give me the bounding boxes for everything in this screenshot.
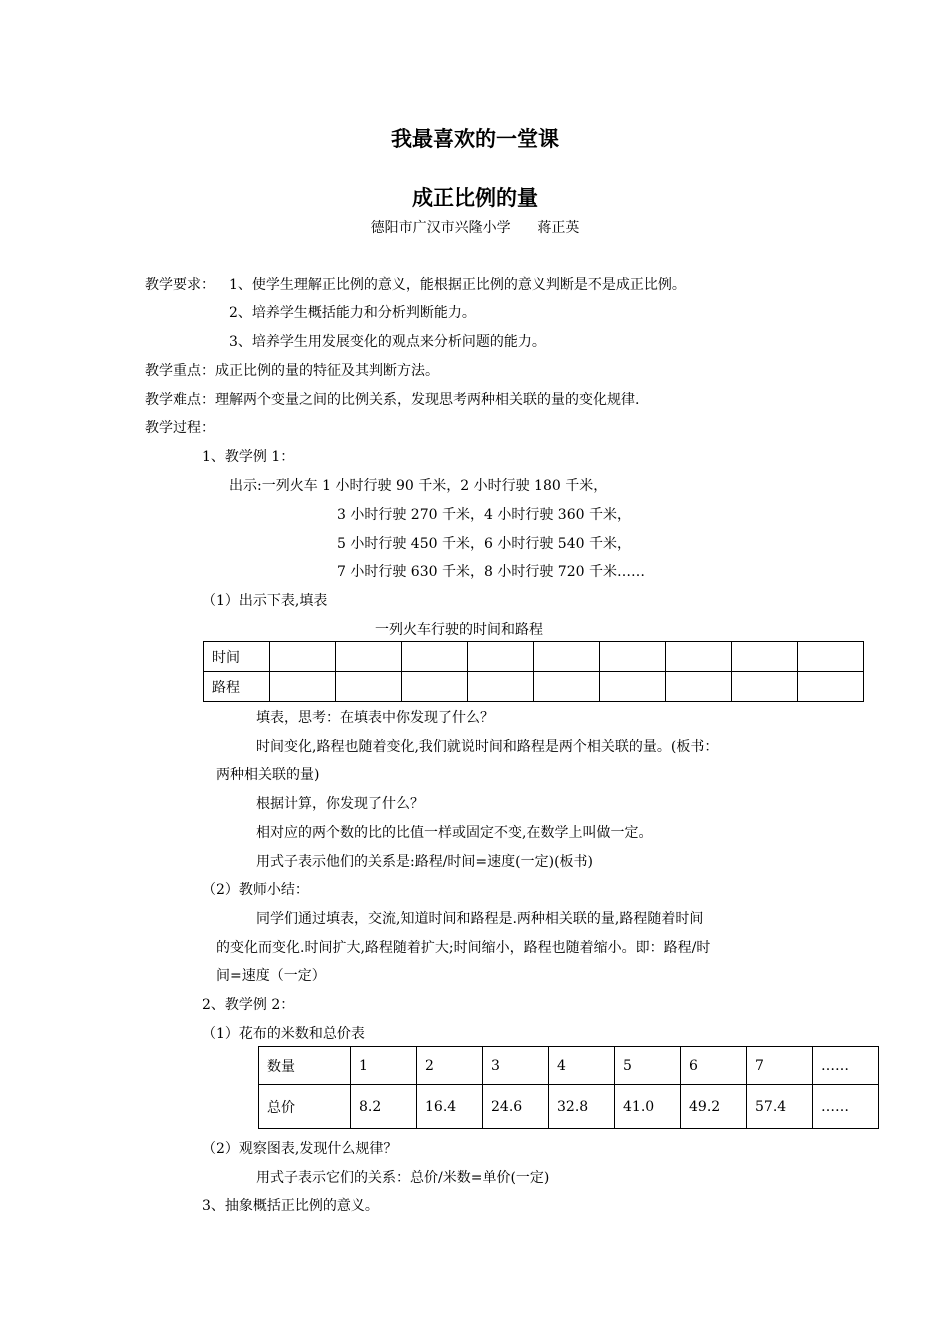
table-row	[204, 672, 864, 702]
requirement-item-2: 2、培养学生概括能力和分析判断能力。	[229, 305, 476, 321]
cloth-price-table	[258, 1046, 879, 1129]
table-cell	[732, 672, 798, 702]
requirements-label: 教学要求：	[145, 277, 215, 293]
table-cell	[666, 672, 732, 702]
table-cell: 数量	[259, 1047, 351, 1085]
table-cell	[336, 672, 402, 702]
table-cell: 16.4	[417, 1085, 483, 1129]
teaching-focus: 教学重点：成正比例的量的特征及其判断方法。	[145, 363, 439, 379]
table-cell: 3	[483, 1047, 549, 1085]
doc-title: 我最喜欢的一堂课	[391, 127, 559, 151]
doc-subtitle: 成正比例的量	[412, 186, 538, 210]
table-cell	[732, 642, 798, 672]
table-cell: 8.2	[351, 1085, 417, 1129]
example1-summary-3: 间=速度（一定）	[216, 968, 326, 984]
table-cell: 6	[681, 1047, 747, 1085]
requirement-item-3: 3、培养学生用发展变化的观点来分析问题的能力。	[229, 334, 546, 350]
teaching-difficulty: 教学难点：理解两个变量之间的比例关系，发现思考两种相关联的量的变化规律.	[145, 392, 640, 408]
table-cell	[336, 642, 402, 672]
table-row	[259, 1047, 879, 1085]
table-cell: 7	[747, 1047, 813, 1085]
table-cell	[666, 642, 732, 672]
table-cell: 1	[351, 1047, 417, 1085]
example1-heading: 1、教学例 1：	[202, 449, 295, 465]
example1-line-1: 出示:一列火车 1 小时行驶 90 千米，2 小时行驶 180 千米，	[229, 478, 608, 494]
table-cell	[402, 672, 468, 702]
table-cell	[534, 642, 600, 672]
table-row-label-distance: 路程	[204, 672, 270, 702]
table-cell	[600, 672, 666, 702]
example2-heading: 2、教学例 2：	[202, 997, 295, 1013]
table-cell: 24.6	[483, 1085, 549, 1129]
example1-summary-1: 同学们通过填表，交流,知道时间和路程是.两种相关联的量,路程随着时间	[256, 911, 704, 927]
table-cell: 49.2	[681, 1085, 747, 1129]
table-cell: 2	[417, 1047, 483, 1085]
example1-line-3: 5 小时行驶 450 千米，6 小时行驶 540 千米，	[337, 536, 631, 552]
table-cell: 总价	[259, 1085, 351, 1129]
table-row-label-time: 时间	[204, 642, 270, 672]
table-cell	[402, 642, 468, 672]
table-cell	[798, 672, 864, 702]
table-row	[204, 642, 864, 672]
table-cell: 32.8	[549, 1085, 615, 1129]
table-cell: ……	[813, 1047, 879, 1085]
example1-formula: 用式子表示他们的关系是:路程/时间=速度(一定)(板书)	[256, 854, 594, 870]
example2-step2: （2）观察图表,发现什么规律？	[202, 1141, 398, 1157]
table-cell: 4	[549, 1047, 615, 1085]
example1-para1-a: 时间变化,路程也随着变化,我们就说时间和路程是两个相关联的量。(板书：	[256, 739, 719, 755]
table-cell	[600, 642, 666, 672]
section3-heading: 3、抽象概括正比例的意义。	[202, 1198, 379, 1214]
table-cell	[798, 642, 864, 672]
time-distance-table	[203, 641, 864, 702]
example2-formula: 用式子表示它们的关系：总价/米数=单价(一定)	[256, 1170, 550, 1186]
example1-step1: （1）出示下表,填表	[202, 593, 328, 609]
table-cell	[270, 672, 336, 702]
table-cell	[270, 642, 336, 672]
table-cell: 57.4	[747, 1085, 813, 1129]
table-cell: 41.0	[615, 1085, 681, 1129]
example1-line-2: 3 小时行驶 270 千米，4 小时行驶 360 千米，	[337, 507, 631, 523]
example2-step1: （1）花布的米数和总价表	[202, 1026, 365, 1042]
example1-think: 填表，思考：在填表中你发现了什么？	[256, 710, 494, 726]
table-cell	[534, 672, 600, 702]
example1-summary-2: 的变化而变化.时间扩大,路程随着扩大;时间缩小，路程也随着缩小。即：路程/时	[216, 940, 711, 956]
example1-calc: 根据计算，你发现了什么？	[256, 796, 424, 812]
table-cell	[468, 672, 534, 702]
requirement-item-1: 1、使学生理解正比例的意义，能根据正比例的意义判断是不是成正比例。	[229, 277, 686, 293]
example1-para1-b: 两种相关联的量)	[216, 767, 320, 783]
example1-step2: （2）教师小结：	[202, 882, 309, 898]
table-cell	[468, 642, 534, 672]
doc-author: 德阳市广汉市兴隆小学 蒋正英	[370, 220, 580, 236]
process-label: 教学过程：	[145, 420, 215, 436]
example1-ratio: 相对应的两个数的比的比值一样或固定不变,在数学上叫做一定。	[256, 825, 653, 841]
table-cell: ……	[813, 1085, 879, 1129]
table1-caption: 一列火车行驶的时间和路程	[375, 622, 543, 638]
table-cell: 5	[615, 1047, 681, 1085]
table-row	[259, 1085, 879, 1129]
example1-line-4: 7 小时行驶 630 千米，8 小时行驶 720 千米……	[337, 564, 645, 580]
